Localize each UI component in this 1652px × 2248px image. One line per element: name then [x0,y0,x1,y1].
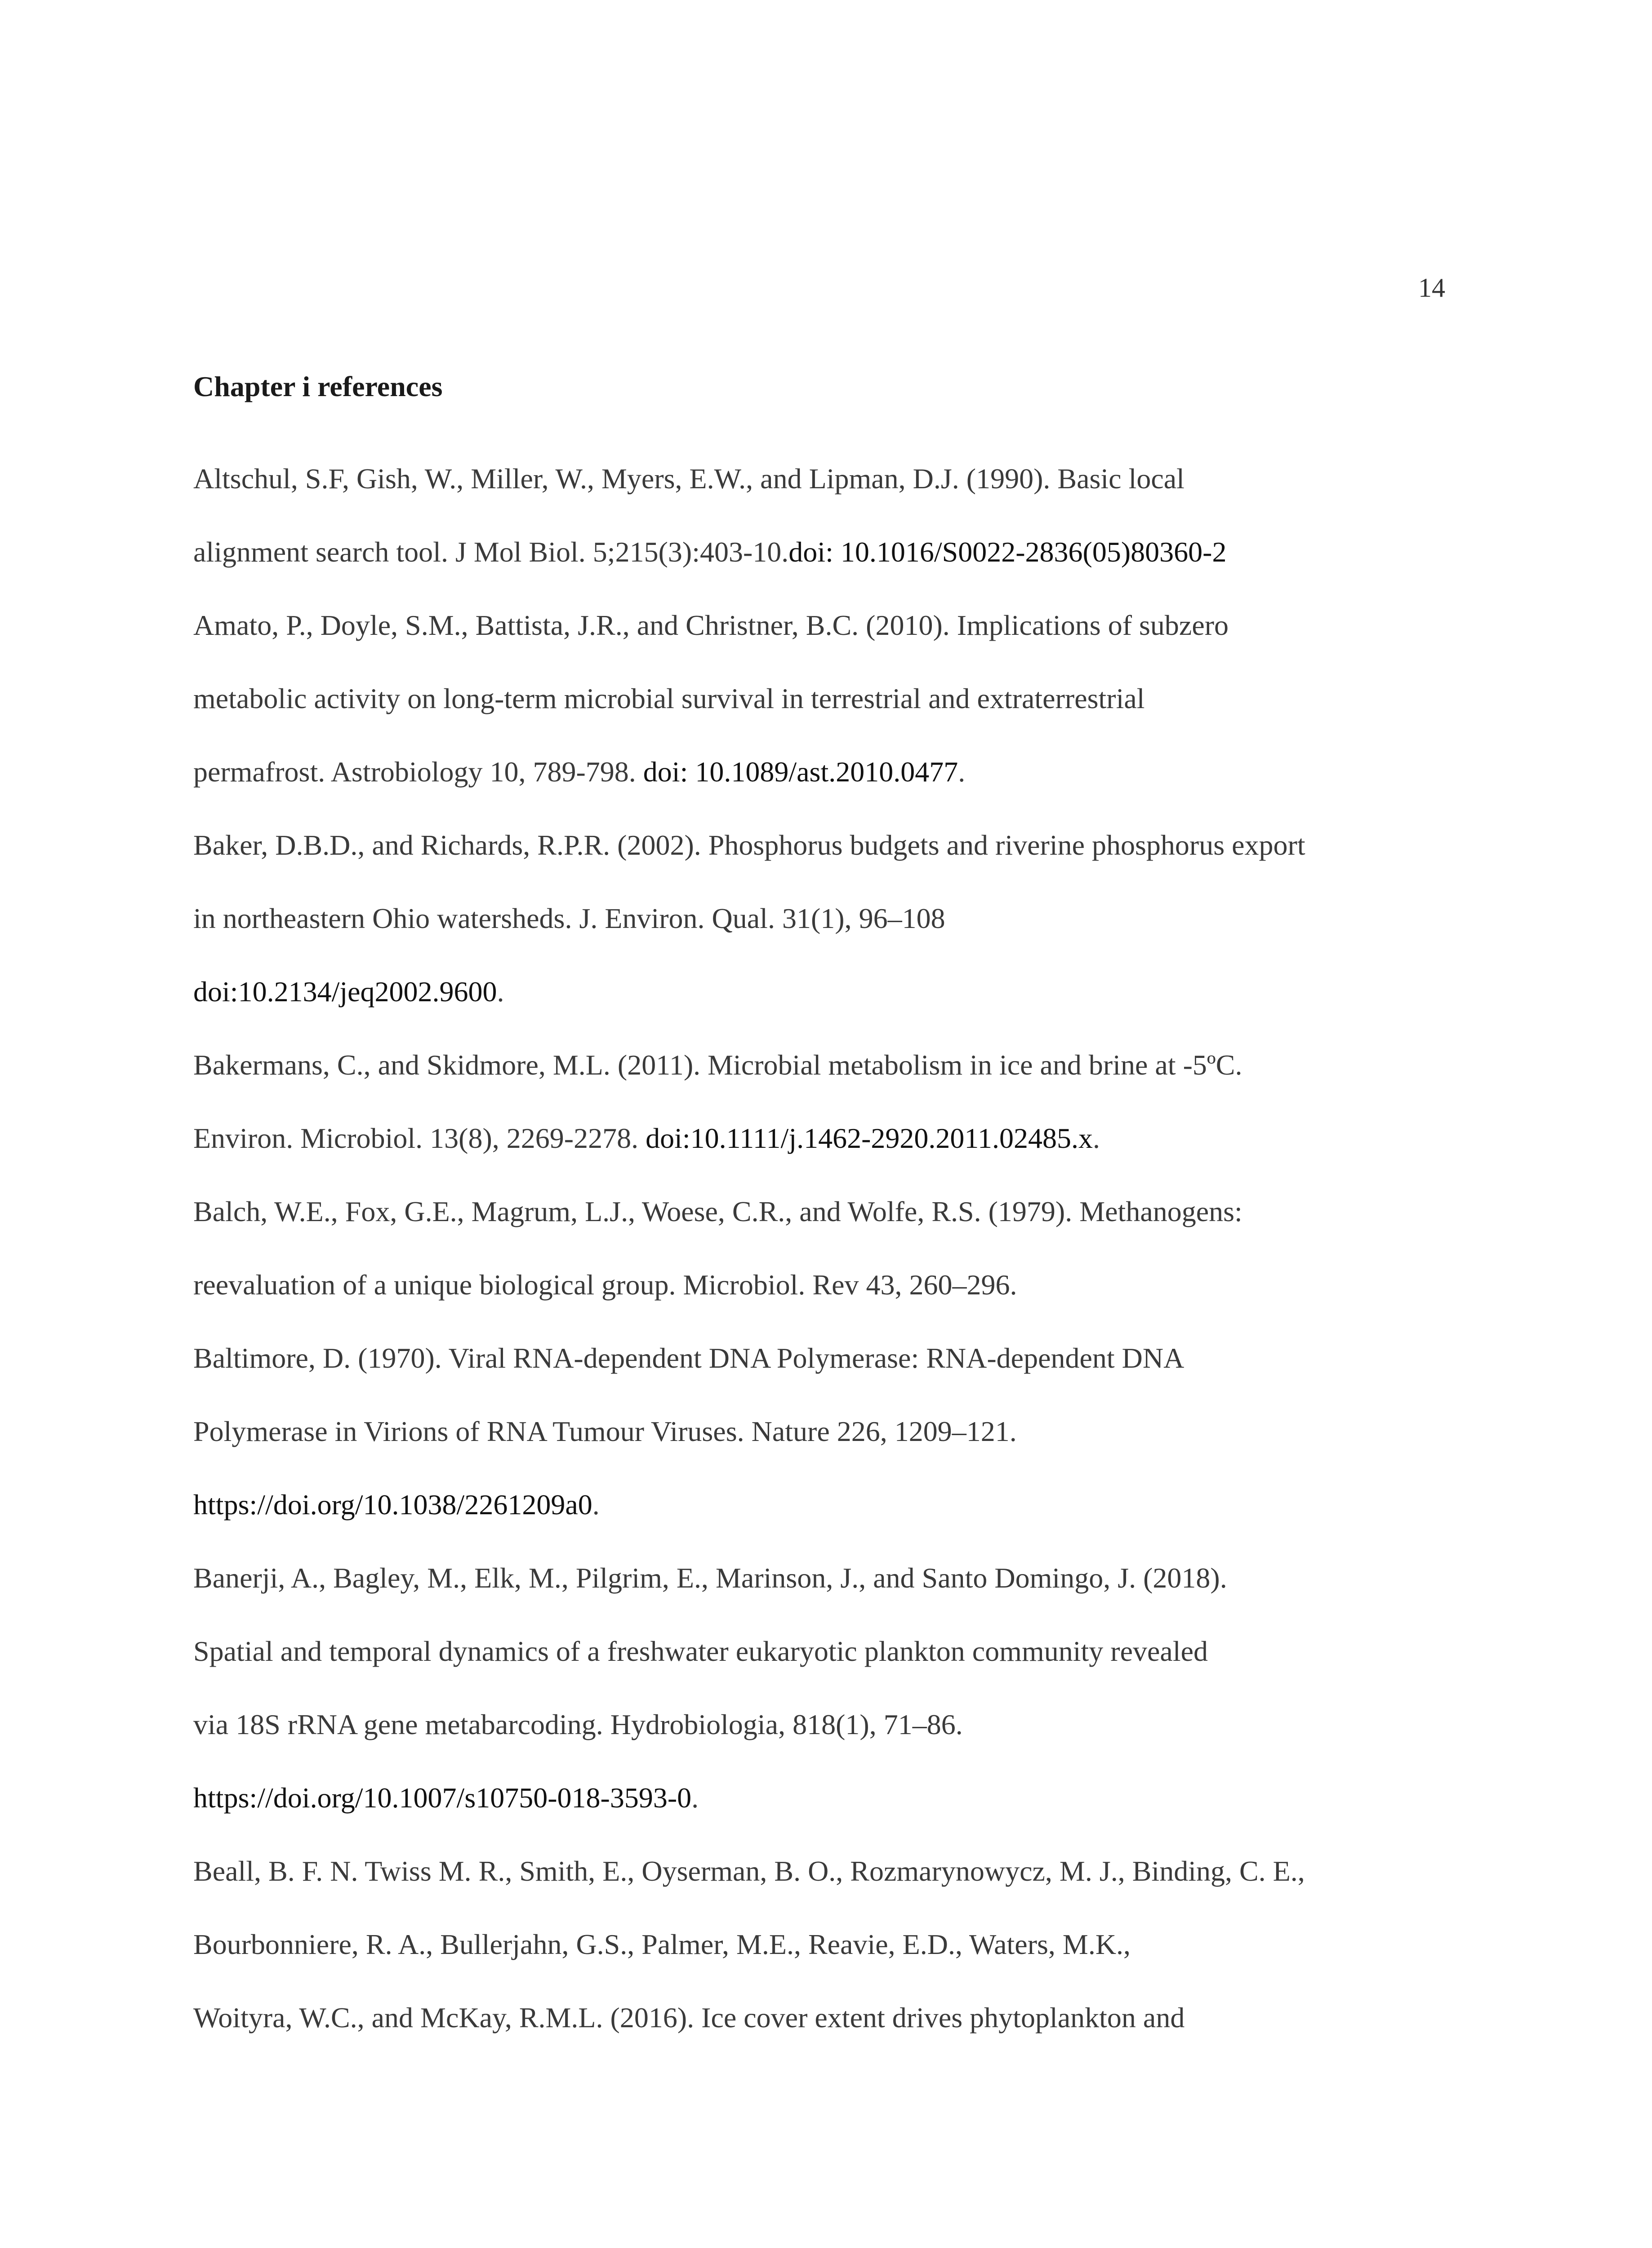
reference-text: reevaluation of a unique biological group. Microbiol. Rev 43, 260–296. [193,1269,1017,1301]
reference-doi: doi:10.1111/j.1462-2920.2011.02485.x [646,1122,1093,1154]
reference-text: Bakermans, C., and Skidmore, M.L. (2011). Microbial metabolism in ice and brine at -5ºC. [193,1049,1242,1081]
reference-line [193,1615,1470,1688]
reference-text: Altschul, S.F, Gish, W., Miller, W., Myers, E.W., and Lipman, D.J. (1990). Basic local [193,463,1184,495]
reference-text: Baker, D.B.D., and Richards, R.P.R. (2002). Phosphorus budgets and riverine phosphorus export [193,829,1305,861]
reference-text: Environ. Microbiol. 13(8), 2269-2278. [193,1122,646,1154]
reference-line [193,882,1470,955]
reference-line [193,1908,1470,1981]
reference-line [193,1761,1470,1834]
reference-line [193,808,1470,882]
reference-line [193,955,1470,1028]
reference-line [193,515,1470,589]
reference-line [193,1981,1470,2054]
reference-entry [193,1321,1470,1541]
reference-line [193,735,1470,808]
reference-line [193,1102,1470,1175]
section-heading: Chapter i references [193,370,443,402]
reference-line [193,662,1470,735]
reference-text: Balch, W.E., Fox, G.E., Magrum, L.J., Woese, C.R., and Wolfe, R.S. (1979). Methanogens: [193,1195,1242,1227]
reference-entry [193,1175,1470,1321]
reference-doi-suffix: . [497,976,504,1008]
reference-text: Amato, P., Doyle, S.M., Battista, J.R., and Christner, B.C. (2010). Implications of subzero [193,609,1229,641]
reference-text: permafrost. Astrobiology 10, 789-798. [193,756,643,788]
reference-text: Banerji, A., Bagley, M., Elk, M., Pilgrim, E., Marinson, J., and Santo Domingo, J. (2018). [193,1562,1227,1594]
reference-text: Bourbonniere, R. A., Bullerjahn, G.S., Palmer, M.E., Reavie, E.D., Waters, M.K., [193,1928,1131,1960]
reference-entry [193,808,1470,1028]
reference-doi-suffix: . [958,756,966,788]
reference-line [193,1321,1470,1395]
page-number: 14 [1418,273,1445,303]
reference-text: Beall, B. F. N. Twiss M. R., Smith, E., Oyserman, B. O., Rozmarynowycz, M. J., Binding, C. E., [193,1855,1305,1887]
reference-text: in northeastern Ohio watersheds. J. Environ. Qual. 31(1), 96–108 [193,902,945,934]
reference-text: Woityra, W.C., and McKay, R.M.L. (2016). Ice cover extent drives phytoplankton and [193,2002,1185,2034]
reference-text: via 18S rRNA gene metabarcoding. Hydrobiologia, 818(1), 71–86. [193,1708,963,1740]
reference-line [193,1175,1470,1248]
references-section [193,369,1470,2054]
reference-line [193,1834,1470,1908]
reference-list [193,442,1470,2054]
reference-doi: doi:10.2134/jeq2002.9600 [193,976,497,1008]
reference-doi-suffix: . [592,1489,600,1521]
reference-line [193,1541,1470,1615]
reference-text: Baltimore, D. (1970). Viral RNA-dependent DNA Polymerase: RNA-dependent DNA [193,1342,1184,1374]
reference-text: Spatial and temporal dynamics of a freshwater eukaryotic plankton community revealed [193,1635,1208,1667]
reference-entry [193,1028,1470,1175]
reference-entry [193,442,1470,589]
reference-line [193,1248,1470,1321]
reference-doi-suffix: . [1093,1122,1100,1154]
reference-text: alignment search tool. J Mol Biol. 5;215(3):403-10. [193,536,789,568]
reference-line [193,1688,1470,1761]
reference-line [193,1468,1470,1541]
reference-doi: https://doi.org/10.1038/2261209a0 [193,1489,592,1521]
reference-entry [193,1834,1470,2054]
reference-doi: doi: 10.1016/S0022-2836(05)80360-2 [788,536,1227,568]
reference-line [193,1395,1470,1468]
reference-line [193,442,1470,515]
reference-doi: doi: 10.1089/ast.2010.0477 [643,756,958,788]
reference-line [193,1028,1470,1102]
reference-entry [193,589,1470,808]
reference-entry [193,1541,1470,1834]
reference-text: metabolic activity on long-term microbial survival in terrestrial and extraterrestrial [193,682,1145,714]
reference-line [193,589,1470,662]
reference-doi: https://doi.org/10.1007/s10750-018-3593-0 [193,1782,692,1814]
reference-text: Polymerase in Virions of RNA Tumour Viruses. Nature 226, 1209–121. [193,1415,1017,1447]
reference-doi-suffix: . [691,1782,699,1814]
